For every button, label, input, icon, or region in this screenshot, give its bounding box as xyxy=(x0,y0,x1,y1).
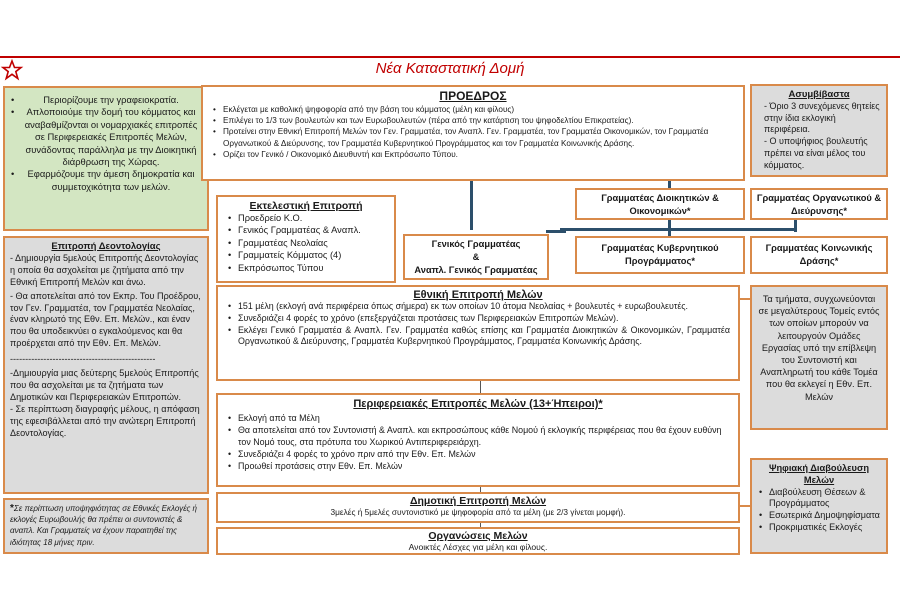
general-secretary-line: Γενικός Γραμματέας xyxy=(431,239,521,249)
incompatibility-item: - Όριο 3 συνεχόμενες θητείες στην ίδια εκλογική περιφέρεια. xyxy=(764,100,880,135)
national-committee-box xyxy=(216,285,740,381)
digital-consultation-title: Ψηφιακή Διαβούλευση Μελών xyxy=(768,463,870,485)
sectors-text: Τα τμήματα, συγχωνεύονται σε μεγαλύτερους Τομείς εντός των οποίων μπορούν να λειτουργούν Ομάδες Εργασίας υπό την επίβλεψη του Συντονιστή και Αναπληρωτή του κάθε Τομέα που θα εκλεγεί η Εθν. Επ. Μελών xyxy=(758,294,880,402)
connector-trunk xyxy=(470,178,473,230)
president-item: • Ορίζει τον Γενικό / Οικονομικό Διευθυντή και Εκπρόσωπο Τύπου. xyxy=(211,149,735,160)
secretary-social-action-box xyxy=(750,236,888,274)
deontology-separator: ------------------------------------------------ xyxy=(10,354,156,365)
digital-item: • Προκριματικές Εκλογές xyxy=(757,522,881,534)
executive-member: • Προεδρείο Κ.Ο. xyxy=(226,212,386,224)
secretary-government-program-label: Γραμματέας Κυβερνητικού Προγράμματος* xyxy=(601,243,719,266)
footnote-box xyxy=(3,498,209,554)
member-organizations-text: Ανοικτές Λέσχες για μέλη και φίλους. xyxy=(408,542,548,552)
secretary-organizational-box xyxy=(750,188,888,220)
principles-box xyxy=(3,86,209,231)
regional-committee-item: • Προωθεί προτάσεις στην Εθν. Επ. Μελών xyxy=(226,460,730,472)
secretary-admin-finance-box xyxy=(575,188,745,220)
secretary-government-program-box xyxy=(575,236,745,274)
deontology-box xyxy=(3,236,209,494)
municipal-committee-text: 3μελές ή 5μελές συντονιστικό με ψηφοφορία από τα μέλη (με 2/3 γίνεται μομφή). xyxy=(330,507,626,517)
national-committee-item: • Συνεδριάζει 4 φορές το χρόνο (επεξεργάζεται προτάσεις των Περιφερειακών Επιτροπών Μελών). xyxy=(226,313,730,325)
member-organizations-box xyxy=(216,527,740,555)
regional-committee-item: • Συνεδριάζει 4 φορές το χρόνο πριν από την Εθν. Επ. Μελών xyxy=(226,448,730,460)
regional-committees-box xyxy=(216,393,740,487)
regional-committees-title: Περιφερειακές Επιτροπές Μελών (13+Ήπειροι)* xyxy=(353,398,603,410)
digital-item: • Εσωτερικά Δημοψηφίσματα xyxy=(757,510,881,522)
national-committee-title: Εθνική Επιτροπή Μελών xyxy=(413,289,543,301)
president-item: • Προτείνει στην Εθνική Επιτροπή Μελών τον Γεν. Γραμματέα, τον Αναπλ. Γεν. Γραμματέα, τον Γραμματέα Οικονομικών, τον Γραμματέα Οργανωτικού & Διεύρυνσης, τον Γραμματέα Κυβερνητικού Προγράμματος και τον Γραμματέα Κοινωνικής Δράσης. xyxy=(211,126,735,148)
executive-member: • Εκπρόσωπος Τύπου xyxy=(226,262,386,274)
general-secretary-amp: & xyxy=(472,252,480,262)
member-organizations-title: Οργανώσεις Μελών xyxy=(428,530,528,542)
secretary-organizational-label: Γραμματέας Οργανωτικού & Διεύρυνσης* xyxy=(756,193,882,216)
deputy-general-secretary-line: Αναπλ. Γενικός Γραμματέας xyxy=(414,265,538,275)
sectors-box xyxy=(750,285,888,430)
national-committee-item: • 151 μέλη (εκλογή ανά περιφέρεια όπως σήμερα) εκ των οποίων 10 άτομα Νεολαίας + βουλευτές + ευρωβουλευτές. xyxy=(226,301,730,313)
municipal-committee-title: Δημοτική Επιτροπή Μελών xyxy=(409,495,547,507)
president-item: • Εκλέγεται με καθολική ψηφοφορία από την βάση του κόμματος (μέλη και φίλους) xyxy=(211,104,735,115)
connector-secretaries-row xyxy=(560,228,796,231)
deontology-title: Επιτροπή Δεοντολογίας xyxy=(51,241,161,252)
deontology-p1: - Δημιουργία 5μελούς Επιτροπής Δεοντολογίας η οποία θα ασχολείται με ζητήματα από την Εθνική Επιτροπή Μελών και άνω. xyxy=(10,252,199,287)
incompatibility-item: - Ο υποψήφιος βουλευτής πρέπει να είναι μέλος του κόμματος. xyxy=(764,136,868,170)
executive-member: • Γραμματέας Νεολαίας xyxy=(226,237,386,249)
connector-national-regional xyxy=(480,380,481,394)
executive-member: • Γραμματείς Κόμματος (4) xyxy=(226,249,386,261)
digital-item: • Διαβούλευση Θέσεων & Προγράμματος xyxy=(757,487,881,511)
connector-general-right xyxy=(546,230,566,233)
principle-item: • Εφαρμόζουμε την άμεση δημοκρατία και συμμετοχικότητα των μελών. xyxy=(9,168,201,193)
footnote-text: Σε περίπτωση υποψηφιότητας σε Εθνικές Εκλογές ή εκλογές Ευρωβουλής θα πρέπει οι συντονιστές & αναπλ. Και Γραμματείς να έχουν παραιτηθεί της ιδιότητας 18 μήνες πριν. xyxy=(10,504,197,547)
footnote-star: * xyxy=(10,503,14,514)
secretary-social-action-label: Γραμματέας Κοινωνικής Δράσης* xyxy=(765,243,873,266)
principle-item: • Απλοποιούμε την δομή του κόμματος και αναβαθμίζονται οι νομαρχιακές επιτροπές σε Περιφερειακές Επιτροπές Μελών, συνάδοντας παράλληλα με την Διοικητική διάρθρωση της Χώρας. xyxy=(9,106,201,168)
incompatibilities-title: Ασυμβίβαστα xyxy=(788,89,850,100)
general-secretary-box xyxy=(403,234,549,280)
executive-member: • Γενικός Γραμματέας & Αναπλ. xyxy=(226,224,386,236)
executive-committee-title: Εκτελεστική Επιτροπή xyxy=(249,200,363,212)
deontology-p2: - Θα αποτελείται από τον Εκπρ. Του Προέδρου, τον Γεν. Γραμματέα, τον Γραμματέα Νεολαίας, έναν κληρωτό της Εθν. Επ. Μελών., και έναν που θα υποδεικνύει ο εγκαλούμενος και θα προέρχεται από την Εθν. Επ. Μελών. xyxy=(10,290,201,349)
deontology-p3: -Δημιουργία μιας δεύτερης 5μελούς Επιτροπής που θα ασχολείται με τα ζητήματα των Δημοτικών και Περιφερειακών Επιτροπών. xyxy=(10,368,199,402)
executive-committee-box xyxy=(216,195,396,283)
president-box xyxy=(201,85,745,181)
national-committee-item: • Εκλέγει Γενικό Γραμματέα & Αναπλ. Γεν. Γραμματέα καθώς επίσης και Γραμματέα Διοικητικών & Οικονομικών, Γραμματέα Οργανωτικού & Διεύρυνσης, Γραμματέα Κυβερνητικού Προγράμματος, Γραμματέα Κοινωνικής Δράσης. xyxy=(226,325,730,349)
principle-item: • Περιορίζουμε την γραφειοκρατία. xyxy=(9,94,201,106)
digital-consultation-box xyxy=(750,458,888,554)
president-title: ΠΡΟΕΔΡΟΣ xyxy=(439,89,507,103)
deontology-p4: - Σε περίπτωση διαγραφής μέλους, η απόφαση της εφεσιβάλλεται από την ανώτερη Επιτροπή Δεοντολογίας. xyxy=(10,403,200,438)
regional-committee-item: • Θα αποτελείται από τον Συντονιστή & Αναπλ. και εκπροσώπους κάθε Νομού ή εκλογικής περιφέρειας που θα έχουν ευθύνη τον Νομό τους, στα πρότυπα του Χωρικού Αντιπεριφερειάρχη. xyxy=(226,424,730,448)
regional-committee-item: • Εκλογή από τα Μέλη xyxy=(226,412,730,424)
president-item: • Επιλέγει το 1/3 των βουλευτών και των Ευρωβουλευτών (πέρα από την κατάρτιση του ψηφοδελτίου Επικρατείας). xyxy=(211,115,735,126)
secretary-admin-finance-label: Γραμματέας Διοικητικών & Οικονομικών* xyxy=(601,193,719,216)
municipal-committee-box xyxy=(216,492,740,523)
header-rule xyxy=(0,56,900,58)
page-title: Νέα Καταστατική Δομή xyxy=(375,60,525,77)
incompatibilities-box xyxy=(750,84,888,177)
